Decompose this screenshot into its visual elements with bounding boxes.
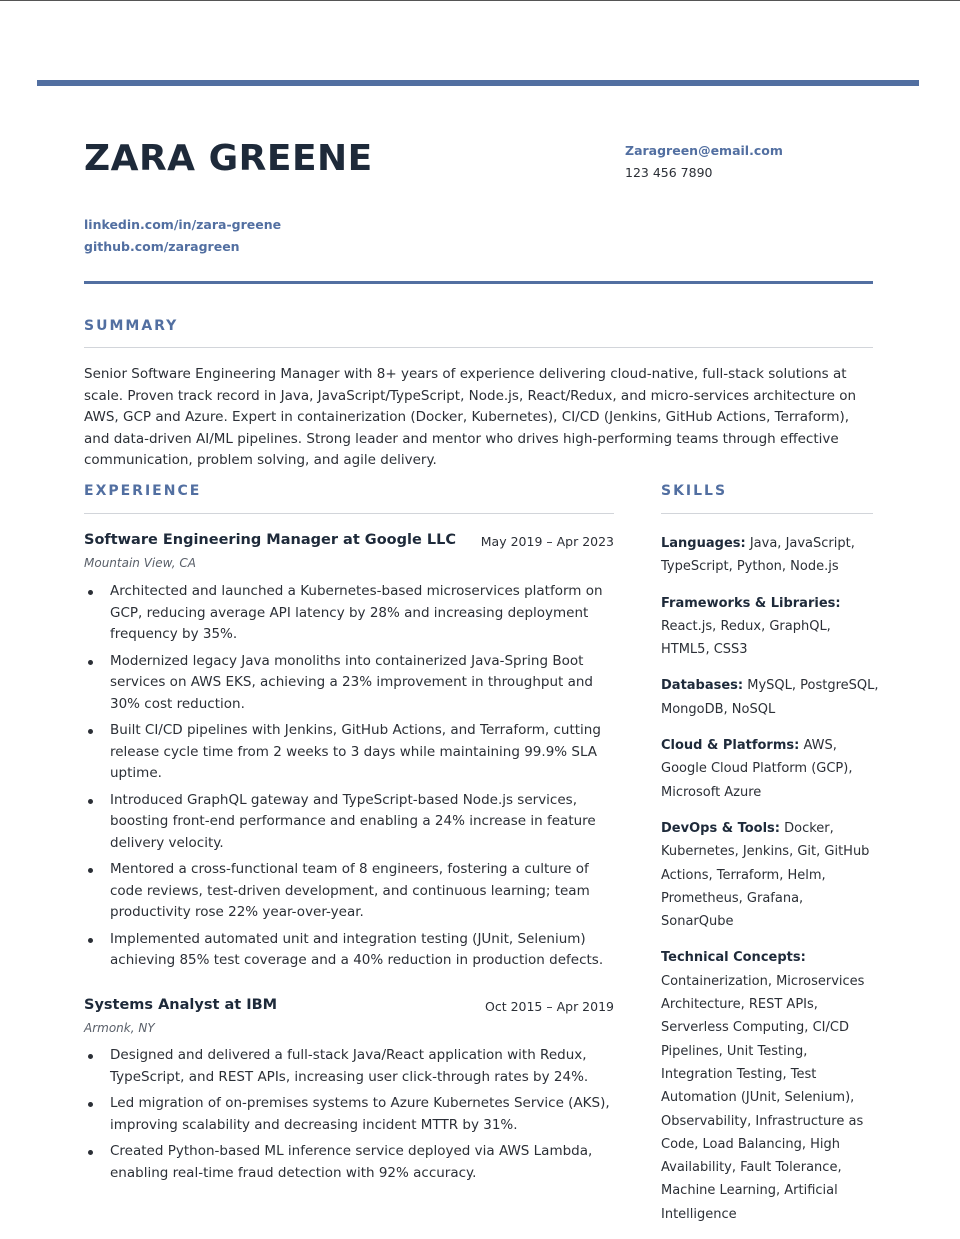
skill-value: AWS, Google Cloud Platform (GCP), Microsoft Azure (661, 738, 853, 800)
experience-divider (84, 513, 614, 514)
contact-info (625, 142, 783, 186)
job-title: Software Engineering Manager at Google LLC (84, 532, 456, 548)
skill-value: MySQL, PostgreSQL, MongoDB, NoSQL (661, 678, 879, 717)
skill-value: Java, JavaScript, TypeScript, Python, Node.js (661, 536, 855, 575)
bullet-item: Led migration of on-premises systems to Azure Kubernetes Service (AKS), improving scalability and decreasing incident MTTR by 31%. (84, 1093, 614, 1136)
skill-label: DevOps & Tools: (661, 820, 780, 836)
header-divider (84, 281, 873, 284)
summary-text: Senior Software Engineering Manager with 8+ years of experience delivering cloud-native, full-stack solutions at scale. Proven track record in Java, JavaScript/TypeScript, Node.js, React/Redux, and micro-services architecture on AWS, GCP and Azure. Expert in containerization (Docker, Kubernetes), CI/CD (Jenkins, GitHub Actions, Terraform), and data-driven AI/ML pipelines. Strong leader and mentor who drives high-performing teams through effective communication, problem solving, and agile delivery. (84, 366, 857, 468)
github-link[interactable]: github.com/zaragreen (84, 239, 240, 254)
linkedin-link[interactable]: linkedin.com/in/zara-greene (84, 217, 282, 232)
bullet-item: Built CI/CD pipelines with Jenkins, GitHub Actions, and Terraform, cutting release cycle time from 2 weeks to 3 days while maintaining 99.9% SLA uptime. (84, 720, 614, 785)
skill-group (661, 532, 879, 579)
skills-heading: SKILLS (661, 483, 728, 499)
skill-label: Technical Concepts: (661, 950, 806, 966)
bullet-icon (88, 868, 93, 873)
bullet-icon (88, 660, 93, 665)
skill-label: Frameworks & Libraries: (661, 595, 841, 611)
profile-links (84, 216, 281, 260)
skill-label: Languages: (661, 536, 746, 551)
bullet-item: Implemented automated unit and integration testing (JUnit, Selenium) achieving 85% test coverage and a 40% reduction in production defects. (84, 929, 614, 972)
resume-name: ZARA GREENE (84, 138, 373, 179)
job-header (84, 532, 614, 554)
skill-group (661, 946, 879, 1226)
skill-value: Docker, Kubernetes, Jenkins, Git, GitHub Actions, Terraform, Helm, Prometheus, Grafana, SonarQube (661, 820, 870, 930)
bullet-item: Introduced GraphQL gateway and TypeScript-based Node.js services, boosting front-end performance and enabling a 24% increase in feature delivery velocity. (84, 790, 614, 855)
job-title: Systems Analyst at IBM (84, 997, 278, 1013)
job-bullets (84, 1045, 614, 1189)
job-dates: May 2019 – Apr 2023 (480, 534, 614, 549)
skill-group (661, 817, 879, 933)
summary-divider (84, 347, 873, 348)
job-location: Mountain View, CA (84, 556, 196, 570)
skills-list (661, 532, 879, 1239)
job-dates: Oct 2015 – Apr 2019 (484, 999, 614, 1014)
skill-value: React.js, Redux, GraphQL, HTML5, CSS3 (661, 618, 831, 658)
email-link[interactable]: Zaragreen@email.com (625, 143, 783, 158)
skill-group (661, 592, 879, 662)
job-bullets (84, 581, 614, 977)
bullet-icon (88, 799, 93, 804)
bullet-icon (88, 590, 93, 595)
header-accent-bar (37, 80, 919, 86)
skill-group (661, 734, 879, 804)
bullet-icon (88, 729, 93, 734)
skills-divider (661, 513, 873, 514)
bullet-item: Created Python-based ML inference service deployed via AWS Lambda, enabling real-time fraud detection with 92% accuracy. (84, 1141, 614, 1184)
bullet-icon (88, 1102, 93, 1107)
job-header (84, 997, 614, 1019)
experience-heading: EXPERIENCE (84, 483, 202, 499)
phone-number: 123 456 7890 (625, 165, 713, 180)
bullet-icon (88, 1054, 93, 1059)
bullet-icon (88, 1150, 93, 1155)
bullet-item: Architected and launched a Kubernetes-based microservices platform on GCP, reducing average API latency by 28% and increasing deployment frequency by 35%. (84, 581, 614, 646)
job-location: Armonk, NY (84, 1021, 155, 1035)
bullet-item: Mentored a cross-functional team of 8 engineers, fostering a culture of code reviews, test-driven development, and continuous learning; team productivity rose 22% year-over-year. (84, 859, 614, 924)
skill-label: Cloud & Platforms: (661, 738, 800, 754)
bullet-item: Designed and delivered a full-stack Java/React application with Redux, TypeScript, and REST APIs, increasing user click-through rates by 24%. (84, 1045, 614, 1088)
bullet-item: Modernized legacy Java monoliths into containerized Java-Spring Boot services on AWS EKS, achieving a 23% improvement in throughput and 30% cost reduction. (84, 651, 614, 716)
summary-heading: SUMMARY (84, 318, 179, 334)
skill-value: Containerization, Microservices Architecture, REST APIs, Serverless Computing, CI/CD Pipelines, Unit Testing, Integration Testing, Test Automation (JUnit, Selenium), Observability, Infrastructure as Code, Load Balancing, High Availability, Fault Tolerance, Machine Learning, Artificial Intelligence (661, 973, 865, 1222)
bullet-icon (88, 938, 93, 943)
page-top-border (0, 0, 960, 1)
skill-label: Databases: (661, 678, 744, 694)
skill-group (661, 674, 879, 721)
